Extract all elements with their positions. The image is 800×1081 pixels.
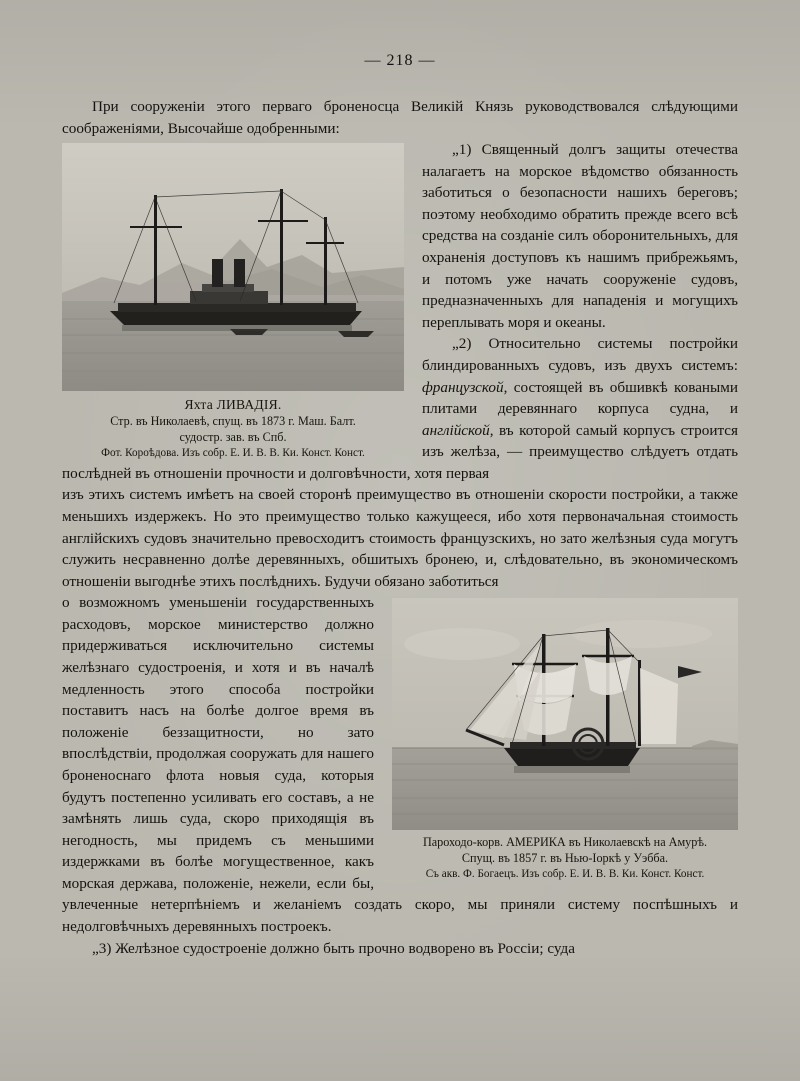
term-french: французской [422, 378, 504, 396]
page-number: — 218 — [364, 52, 436, 69]
page-content [62, 52, 738, 1037]
term-english: англійской [422, 421, 490, 439]
caption-line-2: Стр. въ Николаевѣ, спущ. въ 1873 г. Маш. Балт. [110, 413, 356, 428]
paragraph-5: о возможномъ уменьшеніи государственныхъ расходовъ, морское министерство должно придерживаться исключительно системы желѣзнаго судостроенія, и хотя и въ началѣ медленность этого способа постройки поставитъ насъ на болѣе долгое время въ положеніе беззащитности, но зато впослѣдствіи, продолжая сооружать для нашего броненоснаго флота новыя суда, которыя будутъ постепенно усиливать его составъ, а не замѣнять лишь суда, скоро приходящія въ негодность, мы придемъ съ меньшими издержками въ болѣе могущественное, какъ морская держава, положеніе, нежели, если бы, увлеченные нетерпѣніемъ и желаніемъ создать скоро, мы приняли систему поспѣшныхъ и недолговѣчныхъ деревянныхъ построекъ. [62, 594, 738, 935]
paragraph-3-part-c: , въ которой самый корпусъ строится изъ желѣза, — преимущество слѣдуетъ отдать послѣдней въ отношеніи прочности и долговѣчности, хотя первая [62, 421, 738, 482]
paragraph-3-part-b: , состоящей въ обшивкѣ коваными плитами деревяннаго корпуса судна, и [422, 378, 738, 418]
caption-line-3: Съ акв. Ф. Богаецъ. Изъ собр. Е. И. В. В. Ки. Конст. Конст. [425, 868, 705, 881]
caption-line-4: Фот. Короѣдова. Изъ собр. Е. И. В. В. Ки. Конст. Конст. [101, 446, 365, 459]
caption-line-1: Пароходо-корв. АМЕРИКА въ Николаевскѣ на Амурѣ. [422, 835, 708, 850]
paragraph-2: „1) Священный долгъ защиты отечества налагаетъ на морское вѣдомство обязанность заботиться о безопасности нашихъ береговъ; поэтому необходимо обратить прежде всего всѣ средства на созданіе силъ оборонительныхъ, для охраненія доступовъ къ нашимъ прибрежьямъ, и потомъ уже начать сооруженіе судовъ, предназначенныхъ для нападенія и могущихъ переплывать моря и океаны. [422, 141, 738, 331]
figure-amerika-caption [392, 835, 738, 881]
figure-livadia [62, 143, 404, 460]
caption-line-3: судостр. зав. въ Спб. [179, 429, 287, 444]
paragraph-6: „3) Желѣзное судостроеніе должно быть прочно водворено въ Россіи; суда [92, 939, 575, 957]
paragraph-4: изъ этихъ системъ имѣетъ на своей сторонѣ преимущество въ отношеніи скорости постройки, а также меньшихъ издержекъ. Но это преимущество только кажущееся, ибо хотя первоначальная стоимость англійскихъ судовъ значительно превосходитъ стоимость французскихъ, но зато желѣзныя суда могутъ служить несравненно долѣе деревянныхъ, обшитыхъ бронею, и, слѣдовательно, въ экономическомъ отношеніи выгоднѣе этихъ послѣднихъ. Будучи обязано заботиться [62, 486, 738, 590]
photo-livadia [62, 143, 404, 391]
photo-amerika [392, 598, 738, 830]
figure-amerika [392, 598, 738, 881]
paragraph-3-part-a: „2) Относительно системы постройки блиндированныхъ судовъ, изъ двухъ системъ: [422, 335, 738, 374]
paragraph-1: При сооруженіи этого перваго броненосца Великій Князь руководствовался слѣдующими соображеніями, Высочайше одобренными: [62, 98, 738, 137]
figure-livadia-caption [62, 396, 404, 460]
caption-line-2: Спущ. въ 1857 г. въ Нью-Іоркѣ у Уэбба. [461, 851, 669, 866]
caption-line-1: Яхта ЛИВАДІЯ. [184, 397, 282, 413]
